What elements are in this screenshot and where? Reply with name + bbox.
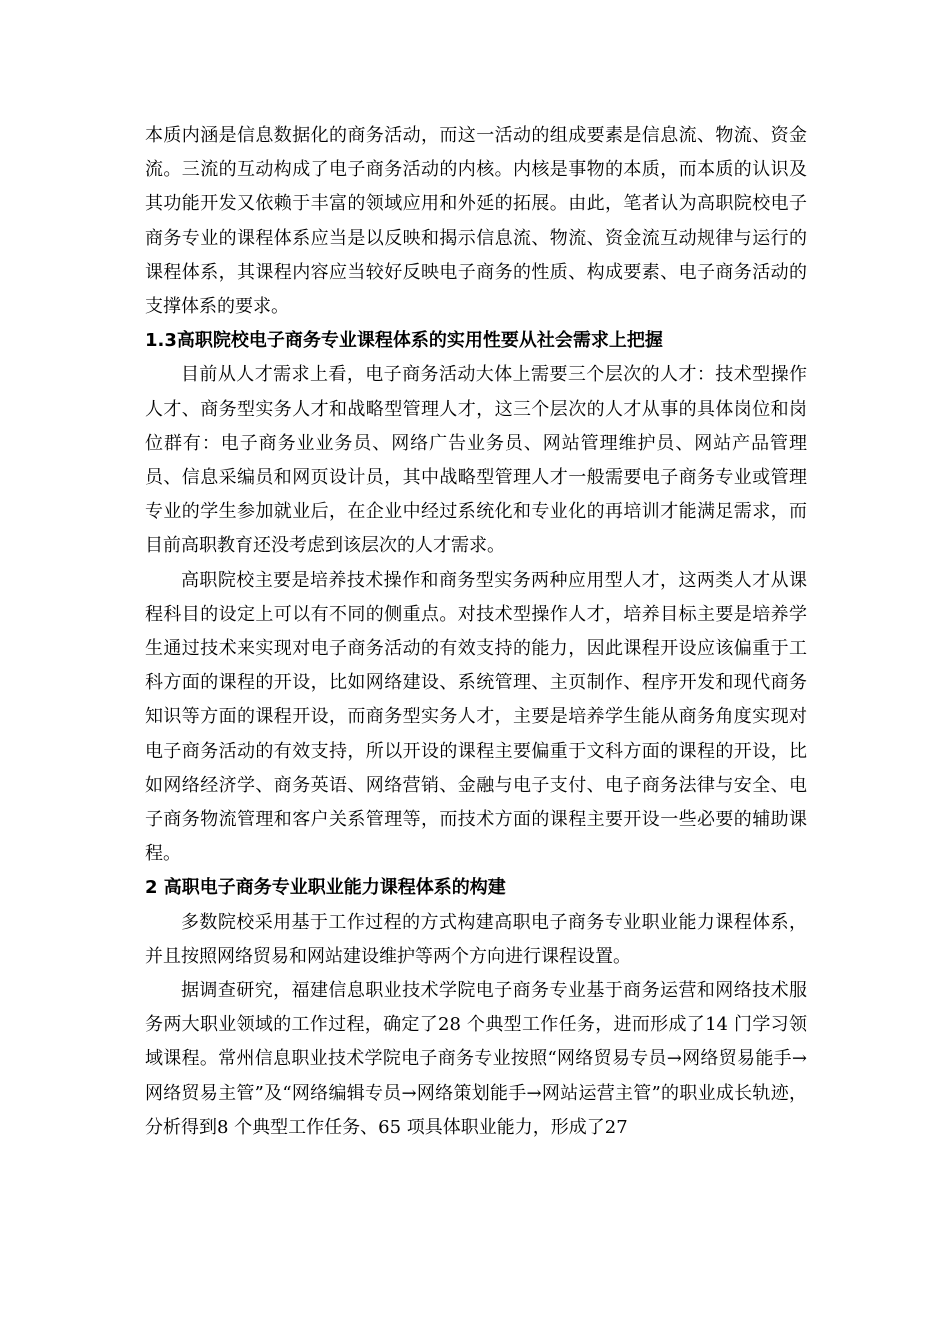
paragraph-work-process: 多数院校采用基于工作过程的方式构建高职电子商务专业职业能力课程体系，并且按照网络贸易和网站建设维护等两个方向进行课程设置。 [145, 911, 807, 967]
paragraph-training-focus: 高职院校主要是培养技术操作和商务型实务两种应用型人才，这两类人才从课程科目的设定上可以有不同的侧重点。对技术型操作人才，培养目标主要是培养学生通过技术来实现对电子商务活动的有效支持的能力，因此课程开设应该偏重于工科方面的课程的开设，比如网络建设、系统管理、主页制作、程序开发和现代商务知识等方面的课程开设，而商务型实务人才，主要是培养学生能从商务角度实现对电子商务活动的有效支持，所以开设的课程主要偏重于文科方面的课程的开设，比如网络经济学、商务英语、网络营销、金融与电子支付、电子商务法律与安全、电子商务物流管理和客户关系管理等，而技术方面的课程主要开设一些必要的辅助课程。 [145, 569, 807, 865]
section-heading-1-3: 1.3高职院校电子商务专业课程体系的实用性要从社会需求上把握 [145, 330, 663, 352]
paragraph-research-cases: 据调查研究，福建信息职业技术学院电子商务专业基于商务运营和网络技术服务两大职业领域的工作过程，确定了28 个典型工作任务，进而形成了14 门学习领域课程。常州信息职业技术学院电子商务专业按照“网络贸易专员→网络贸易能手→网络贸易主管”及“网络编辑专员→网络策划能手→网站运营主管”的职业成长轨迹，分析得到8 个典型工作任务、65 项具体职业能力，形成了27 [145, 980, 807, 1138]
paragraph-intro-continued: 本质内涵是信息数据化的商务活动，而这一活动的组成要素是信息流、物流、资金流。三流的互动构成了电子商务活动的内核。内核是事物的本质，而本质的认识及其功能开发又依赖于丰富的领域应用和外延的拓展。由此，笔者认为高职院校电子商务专业的课程体系应当是以反映和揭示信息流、物流、资金流互动规律与运行的课程体系，其课程内容应当较好反映电子商务的性质、构成要素、电子商务活动的支撑体系的要求。 [145, 125, 807, 318]
paragraph-talent-demand: 目前从人才需求上看，电子商务活动大体上需要三个层次的人才：技术型操作人才、商务型实务人才和战略型管理人才，这三个层次的人才从事的具体岗位和岗位群有：电子商务业业务员、网络广告业务员、网站管理维护员、网站产品管理员、信息采编员和网页设计员，其中战略型管理人才一般需要电子商务专业或管理专业的学生参加就业后，在企业中经过系统化和专业化的再培训才能满足需求，而目前高职教育还没考虑到该层次的人才需求。 [145, 364, 807, 557]
document-body [145, 119, 807, 1145]
section-heading-2: 2 高职电子商务专业职业能力课程体系的构建 [145, 877, 506, 899]
